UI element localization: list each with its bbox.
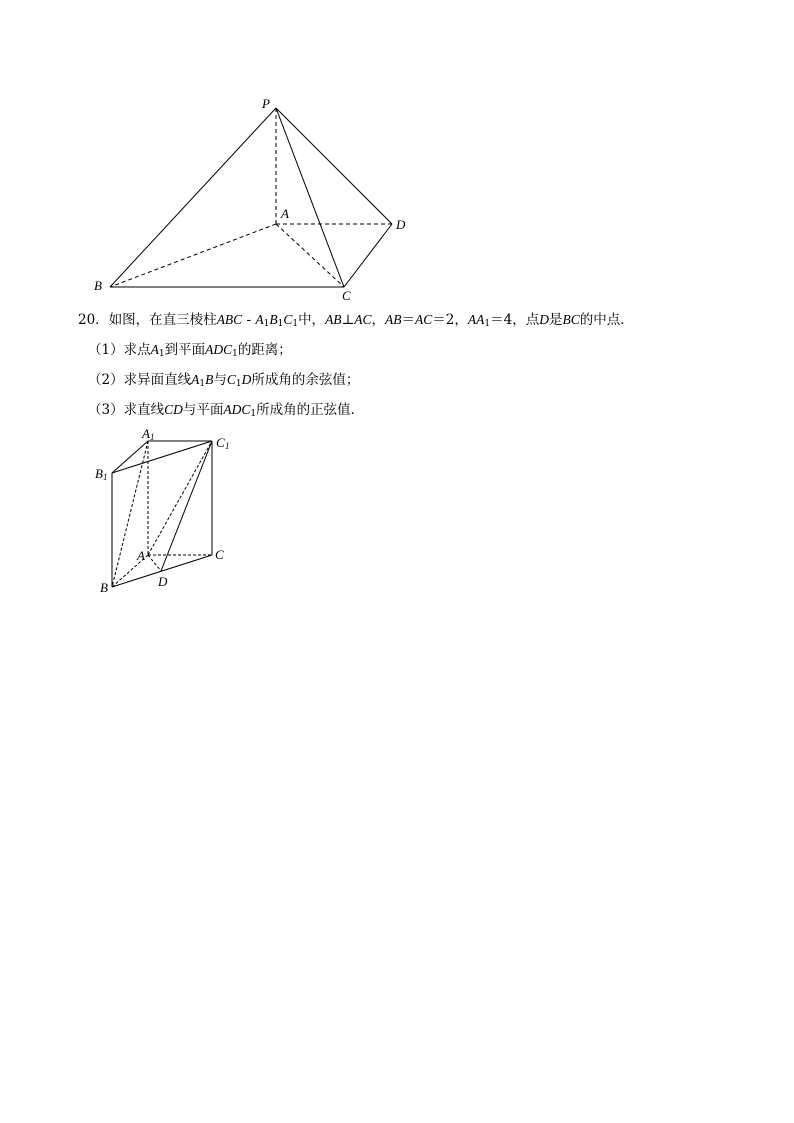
edge-A1B1 (112, 441, 148, 473)
edge-AB (110, 224, 276, 287)
label-C1-sub: 1 (225, 441, 230, 451)
pyramid-figure (80, 90, 420, 310)
question-item-3: （3）求直线CD与平面$ADC_1$所成角的正弦值． (88, 402, 365, 419)
label-C1: C (216, 435, 225, 450)
question-stem: 20．如图，在直三棱柱ABC - $A_1B_1C_1$中，AB⊥AC，AB＝AC＝2，$AA_1=4$，点D是BC的中点． (78, 312, 634, 329)
label-B1-sub: 1 (103, 472, 108, 482)
edge-PD (276, 108, 392, 224)
edge-CD (344, 224, 392, 287)
label-A: A (281, 206, 289, 221)
question-item-2: （2）求异面直线$A_1B$与$C_1D$所成角的余弦值； (88, 372, 360, 389)
label-D: D (396, 217, 406, 232)
label-C: C (215, 547, 224, 562)
question-item-1: （1）求点$A_1$到平面$ADC_1$的距离； (88, 342, 292, 359)
label-B: B (94, 278, 102, 293)
edge-A1B (112, 441, 148, 587)
label-A1: A (142, 426, 150, 441)
label-D: D (158, 574, 168, 589)
edge-AC (276, 224, 344, 287)
label-B1: B (95, 466, 103, 481)
prism-figure (90, 425, 250, 600)
edge-PB (110, 108, 276, 287)
edge-B1C1 (112, 441, 212, 473)
label-P: P (262, 96, 270, 111)
edge-C1D (161, 441, 212, 571)
edge-AD (148, 555, 161, 571)
label-A1-sub: 1 (150, 432, 155, 442)
label-A: A (137, 548, 145, 563)
label-B: B (100, 580, 108, 595)
edge-PC (276, 108, 344, 287)
label-C: C (342, 288, 351, 303)
